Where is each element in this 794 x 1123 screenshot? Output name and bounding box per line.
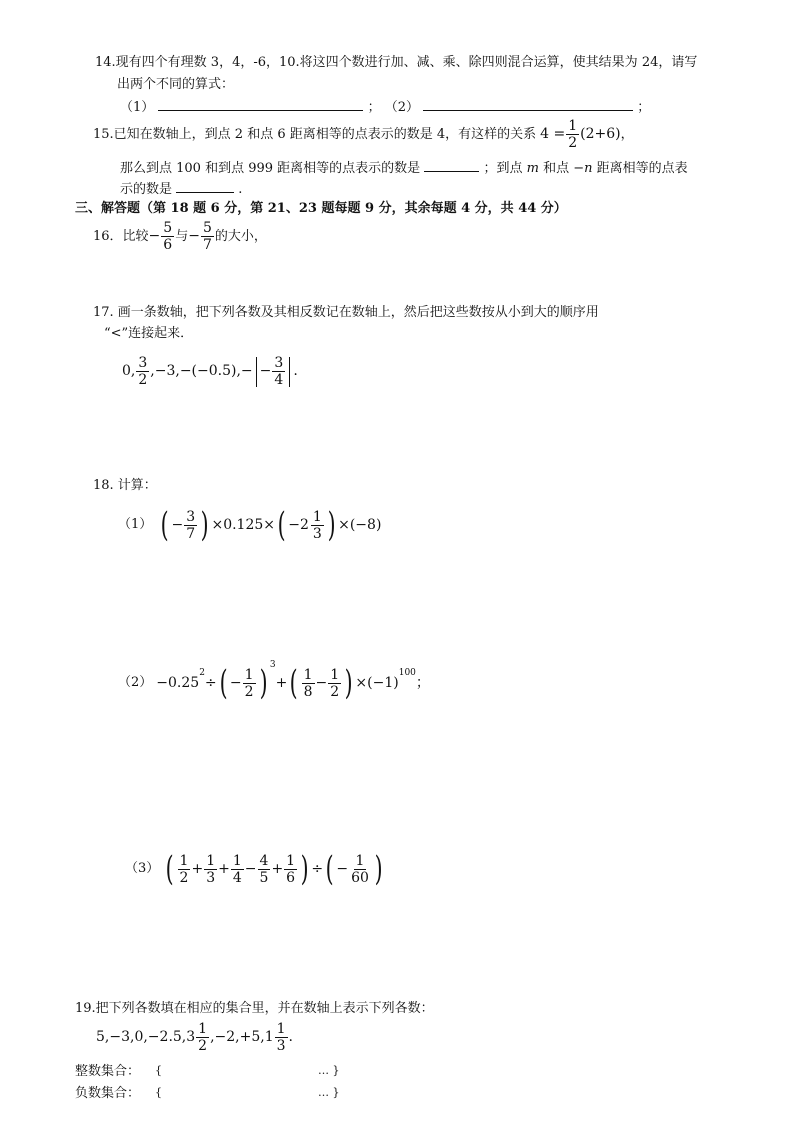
integer-set-input[interactable] <box>162 1064 312 1080</box>
q16-fraction-2 <box>201 221 214 252</box>
q19-mixed-frac-1 <box>196 1022 209 1053</box>
set-open-brace: { <box>155 1086 162 1099</box>
q18-p3-term-fraction <box>284 854 297 885</box>
paren-open: ( <box>277 505 286 545</box>
q18-p3-term-fraction <box>178 854 191 885</box>
q14-answer-blank-1[interactable] <box>158 98 363 111</box>
q18-p2-minus: − <box>229 674 242 691</box>
q18-p1-minus: − <box>171 516 184 533</box>
q16-prefix: 16．比较 <box>93 228 149 244</box>
q18-p1-times: ×0.125× <box>211 516 276 533</box>
q16-suffix: 的大小， <box>214 228 267 244</box>
q16 <box>93 221 267 252</box>
q18-p3-term-den: 5 <box>259 869 269 886</box>
q15-formula <box>540 119 620 150</box>
q18-p3-term-num: 4 <box>259 852 269 869</box>
q18-p1-label: （1） <box>118 517 153 533</box>
q15-line1 <box>93 119 634 150</box>
q15-line3 <box>120 180 242 198</box>
q17-fraction <box>136 356 149 387</box>
q19-mix2-den: 3 <box>276 1038 286 1054</box>
q16-f1-den: 6 <box>163 237 173 253</box>
q19-numbers <box>96 1022 293 1053</box>
q19-set1-label: 整数集合： <box>75 1064 141 1079</box>
q17-end: . <box>293 363 298 380</box>
q15-line2-d: 距离相等的点表 <box>596 161 688 176</box>
q18-p3-operator: + <box>271 860 284 877</box>
q18-p2-times: × <box>355 674 368 691</box>
q15-text: 15.已知在数轴上，到点 2 和点 6 距离相等的点表示的数是 4，有这样的关系 <box>93 126 537 142</box>
q19-mix1-num: 1 <box>198 1021 208 1037</box>
paren-open: ( <box>160 505 169 545</box>
q16-fraction-1 <box>161 221 174 252</box>
q18-p1-fraction <box>184 510 197 541</box>
q14-blank2-label: （2） <box>384 100 419 115</box>
paren-close: ) <box>374 849 383 889</box>
q18-p3-f-num: 1 <box>355 852 365 869</box>
q17-abs-fraction <box>272 356 285 387</box>
q16-f2-den: 7 <box>202 237 212 253</box>
q15-line2-c: 和点 <box>543 161 570 176</box>
q18-p2-plus: + <box>275 674 288 691</box>
q18-p2-sup1: 2 <box>199 667 205 678</box>
q15-tail: ， <box>620 126 634 142</box>
q18-part3 <box>125 849 385 889</box>
q16-minus-1: − <box>148 228 161 245</box>
q18-p1-neg2: −2 <box>288 516 309 533</box>
set-close-brace: … } <box>318 1086 340 1099</box>
q18-p3-term-den: 4 <box>232 869 242 886</box>
q18-p3-operator: + <box>191 860 204 877</box>
q15-var-neg-n: −n <box>573 161 593 176</box>
q19-nums-b: ,−2,+5,1 <box>210 1029 274 1046</box>
q15-line2 <box>120 159 688 177</box>
q17-f-den: 2 <box>138 372 148 388</box>
paren-open: ( <box>325 849 334 889</box>
q15-formula-lhs: 4 = <box>540 126 566 143</box>
q16-f1-num: 5 <box>163 220 173 236</box>
paren-close: ) <box>200 505 209 545</box>
section3-title: 三、解答题（第 18 题 6 分，第 21、23 题每题 9 分，其余每题 4 分，共 44 分） <box>75 201 567 216</box>
q18-p1-f-num: 3 <box>186 508 196 525</box>
q14-answer-blank-2[interactable] <box>423 98 633 111</box>
q18-p2-f3-den: 2 <box>330 683 340 700</box>
q18-p1-mix-den: 3 <box>312 525 322 542</box>
q18-part1 <box>118 505 382 545</box>
q17-f-num: 3 <box>138 355 148 371</box>
q17-abs-minus: − <box>259 363 272 380</box>
q18-p2-sup3: 3 <box>269 659 276 670</box>
q14-blank1-label: （1） <box>120 100 155 115</box>
q19-line1: 19.把下列各数填在相应的集合里，并在数轴上表示下列各数： <box>75 1001 434 1016</box>
q18-p2-a: −0.25 <box>156 674 200 691</box>
paren-close: ) <box>259 663 268 703</box>
q15-formula-rest: (2+6) <box>580 126 621 143</box>
paren-close: ) <box>300 849 309 889</box>
q18-p3-terms <box>177 854 299 885</box>
q18-p2-fraction-2 <box>302 668 315 699</box>
q18-p2-fraction-1 <box>243 668 256 699</box>
q15-frac-den: 2 <box>568 135 578 151</box>
q18-p2-neg1: (−1) <box>367 674 399 691</box>
q19-mix1-den: 2 <box>198 1038 208 1054</box>
q18-p3-term-den: 2 <box>179 869 189 886</box>
q18-title: 18. 计算： <box>93 478 157 493</box>
q17-abs-num: 3 <box>274 355 284 371</box>
q16-minus-2: − <box>188 228 200 245</box>
q16-mid: 与 <box>175 228 189 244</box>
q15-var-m: m <box>526 161 539 176</box>
q17-m-a: 0, <box>122 363 136 380</box>
q18-p1-tail: ×(−8) <box>338 516 382 533</box>
q18-p2-minus-2: − <box>315 674 328 691</box>
q15-line3-a: 示的数是 <box>120 182 173 197</box>
q15-line2-a: 那么到点 100 和到点 999 距离相等的点表示的数是 <box>120 161 421 176</box>
q18-p3-term-num: 1 <box>286 852 296 869</box>
q18-p3-operator: + <box>218 860 230 877</box>
q18-p3-f-den: 60 <box>351 869 369 886</box>
q15-line2-b: ；到点 <box>483 161 523 176</box>
q18-p3-term-num: 1 <box>206 852 216 869</box>
q18-p3-term-num: 1 <box>232 852 242 869</box>
q17-m-b: ,−3,−(−0.5),− <box>150 363 253 380</box>
q18-p3-term-den: 6 <box>286 869 296 886</box>
q18-p3-term-fraction <box>204 854 217 885</box>
q18-p1-f-den: 7 <box>186 525 196 542</box>
q18-p3-div: ÷ <box>311 860 324 877</box>
q14-separator: ； <box>367 100 381 115</box>
abs-bar-right <box>289 357 290 387</box>
q15-fraction <box>566 119 579 150</box>
q15-frac-num: 1 <box>568 118 578 134</box>
q14-line2: 出两个不同的算式： <box>117 77 235 92</box>
q18-p2-end: ； <box>415 674 430 691</box>
q18-p3-label: （3） <box>125 861 160 877</box>
paren-open: ( <box>219 663 228 703</box>
q18-p2-f2-num: 1 <box>303 666 313 683</box>
q14-answers <box>120 98 650 116</box>
q18-p2-f1-den: 2 <box>244 683 254 700</box>
abs-bar-left <box>256 357 257 387</box>
q17-abs-den: 4 <box>274 372 284 388</box>
q18-p2-sup100: 100 <box>398 667 416 678</box>
paren-open: ( <box>289 663 298 703</box>
q18-p3-term-den: 3 <box>206 869 216 886</box>
q18-p1-mixed <box>288 510 325 541</box>
q17-line2: “<”连接起来． <box>104 326 194 341</box>
q18-p3-term-num: 1 <box>179 852 189 869</box>
q19-nums-a: 5,−3,0,−2.5,3 <box>96 1029 196 1046</box>
q19-mixed-frac-2 <box>275 1022 288 1053</box>
q19-set-negatives <box>75 1086 140 1102</box>
q18-p3-operator: − <box>244 860 257 877</box>
q18-p3-fraction <box>349 854 371 885</box>
q19-set2-label: 负数集合： <box>75 1086 141 1101</box>
q18-p3-minus: − <box>336 860 349 877</box>
q19-mix2-num: 1 <box>276 1021 286 1037</box>
q14-end: ； <box>637 100 651 115</box>
paren-close: ) <box>344 663 353 703</box>
q18-p1-mix-num: 1 <box>312 508 322 525</box>
q18-part2 <box>118 659 430 703</box>
q17-numbers <box>122 356 298 387</box>
q18-p2-label: （2） <box>118 675 153 691</box>
q18-p1-mix-frac <box>311 510 324 541</box>
q16-f2-num: 5 <box>202 220 212 236</box>
q19-set-integers <box>75 1064 140 1080</box>
q18-p3-term-fraction <box>231 854 244 885</box>
paren-open: ( <box>165 849 174 889</box>
paren-close: ) <box>327 505 336 545</box>
set-open-brace: { <box>155 1064 162 1077</box>
q18-p2-f2-den: 8 <box>303 683 313 700</box>
q18-p3-term-fraction <box>258 854 271 885</box>
set-close-brace: … } <box>318 1064 340 1077</box>
q15-answer-blank-2[interactable] <box>176 180 234 193</box>
q18-p2-f3-num: 1 <box>330 666 340 683</box>
q18-p2-div: ÷ <box>204 674 217 691</box>
q18-p2-fraction-3 <box>328 668 341 699</box>
q18-p2-f1-num: 1 <box>244 666 254 683</box>
q14-line1: 14.现有四个有理数 3，4，-6，10.将这四个数进行加、减、乘、除四则混合运算，使其结果为 24，请写 <box>95 55 698 70</box>
q15-answer-blank-1[interactable] <box>424 159 479 172</box>
q15-line3-end: . <box>238 182 243 197</box>
q19-nums-end: . <box>288 1029 293 1046</box>
q17-line1: 17. 画一条数轴，把下列各数及其相反数记在数轴上，然后把这些数按从小到大的顺序用 <box>93 305 599 320</box>
negative-set-input[interactable] <box>162 1086 312 1102</box>
